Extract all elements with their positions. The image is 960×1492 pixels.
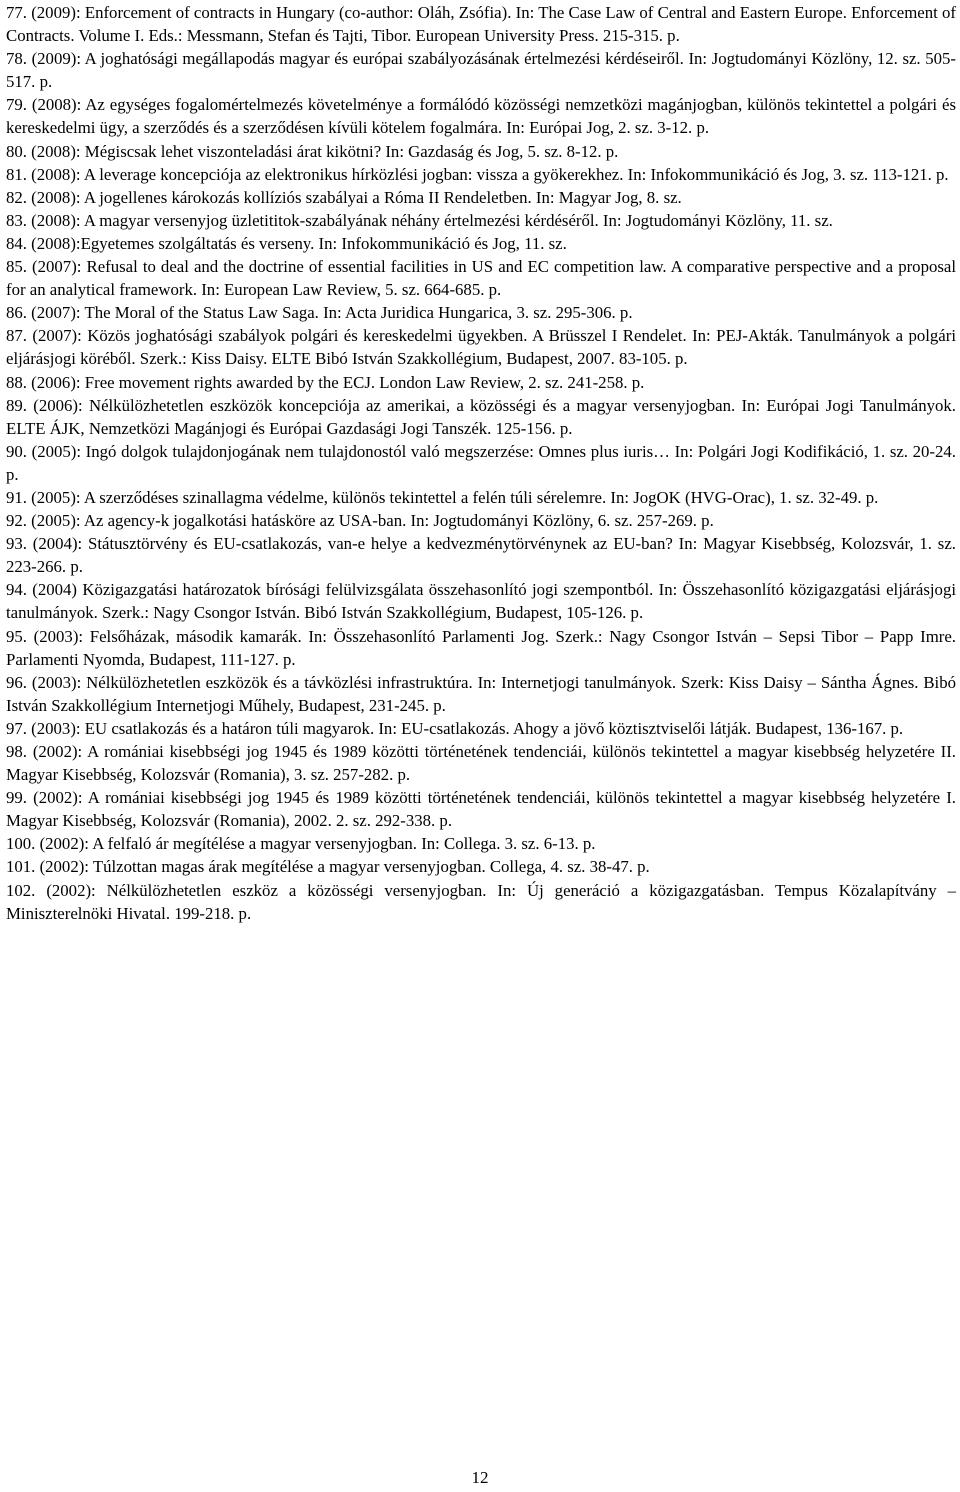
- publication-entry-93: 93. (2004): Státusztörvény és EU-csatlakozás, van-e helye a kedvezménytörvénynek az EU-ban? In: Magyar Kisebbség, Kolozsvár, 1. sz. 223-266. p.: [6, 534, 956, 577]
- publication-entry-94: 94. (2004) Közigazgatási határozatok bírósági felülvizsgálata összehasonlító jogi szempontból. In: Összehasonlító közigazgatási eljárásjogi tanulmányok. Szerk.: Nagy Csongor István. Bibó István Szakkollégium, Budapest, 105-126. p.: [6, 580, 956, 623]
- publication-entry-83: 83. (2008): A magyar versenyjog üzletititok-szabályának néhány értelmezési kérdéséről. In: Jogtudományi Közlöny, 11. sz.: [6, 210, 833, 230]
- publication-entry-97: 97. (2003): EU csatlakozás és a határon túli magyarok. In: EU-csatlakozás. Ahogy a jövő köztisztviselői látják. Budapest, 136-167. p.: [6, 718, 904, 738]
- publication-entry-86: 86. (2007): The Moral of the Status Law Saga. In: Acta Juridica Hungarica, 3. sz. 295-306. p.: [6, 303, 633, 323]
- publication-entry-78: 78. (2009): A joghatósági megállapodás magyar és európai szabályozásának értelmezési kérdéseiről. In: Jogtudományi Közlöny, 12. sz. 505-517. p.: [6, 49, 956, 92]
- publication-entry-90: 90. (2005): Ingó dolgok tulajdonjogának nem tulajdonostól való megszerzése: Omnes plus iuris… In: Polgári Jogi Kodifikáció, 1. sz. 20-24. p.: [6, 441, 956, 484]
- publication-entry-80: 80. (2008): Mégiscsak lehet viszonteladási árat kikötni? In: Gazdaság és Jog, 5. sz. 8-12. p.: [6, 141, 619, 161]
- page-number: 12: [471, 1468, 489, 1487]
- publication-entry-91: 91. (2005): A szerződéses szinallagma védelme, különös tekintettel a felén túli sérelemre. In: JogOK (HVG-Orac), 1. sz. 32-49. p.: [6, 487, 879, 507]
- publication-entry-98: 98. (2002): A romániai kisebbségi jog 1945 és 1989 közötti történetének tendenciái, különös tekintettel a magyar kisebbség helyzetére II. Magyar Kisebbség, Kolozsvár (Romania), 3. sz. 257-282. p.: [6, 742, 956, 785]
- publication-entry-101: 101. (2002): Túlzottan magas árak megítélése a magyar versenyjogban. Collega, 4. sz. 38-47. p.: [6, 857, 650, 877]
- publication-entry-92: 92. (2005): Az agency-k jogalkotási hatásköre az USA-ban. In: Jogtudományi Közlöny, 6. sz. 257-269. p.: [6, 511, 714, 531]
- publication-entry-102: 102. (2002): Nélkülözhetetlen eszköz a közösségi versenyjogban. In: Új generáció a közigazgatásban. Tempus Közalapítvány – Miniszterelnöki Hivatal. 199-218. p.: [6, 880, 956, 923]
- publication-entry-100: 100. (2002): A felfaló ár megítélése a magyar versenyjogban. In: Collega. 3. sz. 6-13. p.: [6, 834, 596, 854]
- publication-entry-85: 85. (2007): Refusal to deal and the doctrine of essential facilities in US and EC competition law. A comparative perspective and a proposal for an analytical framework. In: European Law Review, 5. sz. 664-685. p.: [6, 257, 956, 300]
- publication-entry-95: 95. (2003): Felsőházak, második kamarák. In: Összehasonlító Parlamenti Jog. Szerk.: Nagy Csongor István – Sepsi Tibor – Papp Imre. Parlamenti Nyomda, Budapest, 111-127. p.: [6, 626, 956, 669]
- publication-entry-82: 82. (2008): A jogellenes károkozás kollíziós szabályai a Róma II Rendeletben. In: Magyar Jog, 8. sz.: [6, 187, 682, 207]
- publication-entry-87: 87. (2007): Közös joghatósági szabályok polgári és kereskedelmi ügyekben. A Brüsszel I Rendelet. In: PEJ-Akták. Tanulmányok a polgári eljárásjogi köréből. Szerk.: Kiss Daisy. ELTE Bibó István Szakkollégium, Budapest, 2007. 83-105. p.: [6, 326, 956, 369]
- publication-entry-89: 89. (2006): Nélkülözhetetlen eszközök koncepciója az amerikai, a közösségi és a magyar versenyjogban. In: Európai Jogi Tanulmányok. ELTE ÁJK, Nemzetközi Magánjogi és Európai Gazdasági Jogi Tanszék. 125-156. p.: [6, 395, 956, 438]
- publication-entry-77: 77. (2009): Enforcement of contracts in Hungary (co-author: Oláh, Zsófia). In: The Case Law of Central and Eastern Europe. Enforcement of Contracts. Volume I. Eds.: Messmann, Stefan és Tajti, Tibor. European University Press. 215-315. p.: [6, 3, 956, 46]
- publication-entry-96: 96. (2003): Nélkülözhetetlen eszközök és a távközlési infrastruktúra. In: Internetjogi tanulmányok. Szerk: Kiss Daisy – Sántha Ágnes. Bibó István Szakkollégium Internetjogi Műhely, Budapest, 231-245. p.: [6, 672, 956, 715]
- publication-entry-81: 81. (2008): A leverage koncepciója az elektronikus hírközlési jogban: vissza a gyökerekhez. In: Infokommunikáció és Jog, 3. sz. 113-121. p.: [6, 164, 949, 184]
- publication-entry-79: 79. (2008): Az egységes fogalomértelmezés követelménye a formálódó közösségi nemzetközi magánjogban, különös tekintettel a polgári és kereskedelmi ügy, a szerződés és a szerződésen kívüli kötelem fogalmára. In: Európai Jog, 2. sz. 3-12. p.: [6, 95, 956, 138]
- publication-entry-99: 99. (2002): A romániai kisebbségi jog 1945 és 1989 közötti történetének tendenciái, különös tekintettel a magyar kisebbség helyzetére I. Magyar Kisebbség, Kolozsvár (Romania), 2002. 2. sz. 292-338. p.: [6, 788, 956, 831]
- publication-entry-88: 88. (2006): Free movement rights awarded by the ECJ. London Law Review, 2. sz. 241-258. p.: [6, 372, 645, 392]
- publication-list: [6, 1, 956, 925]
- publication-entry-84: 84. (2008):Egyetemes szolgáltatás és verseny. In: Infokommunikáció és Jog, 11. sz.: [6, 233, 567, 253]
